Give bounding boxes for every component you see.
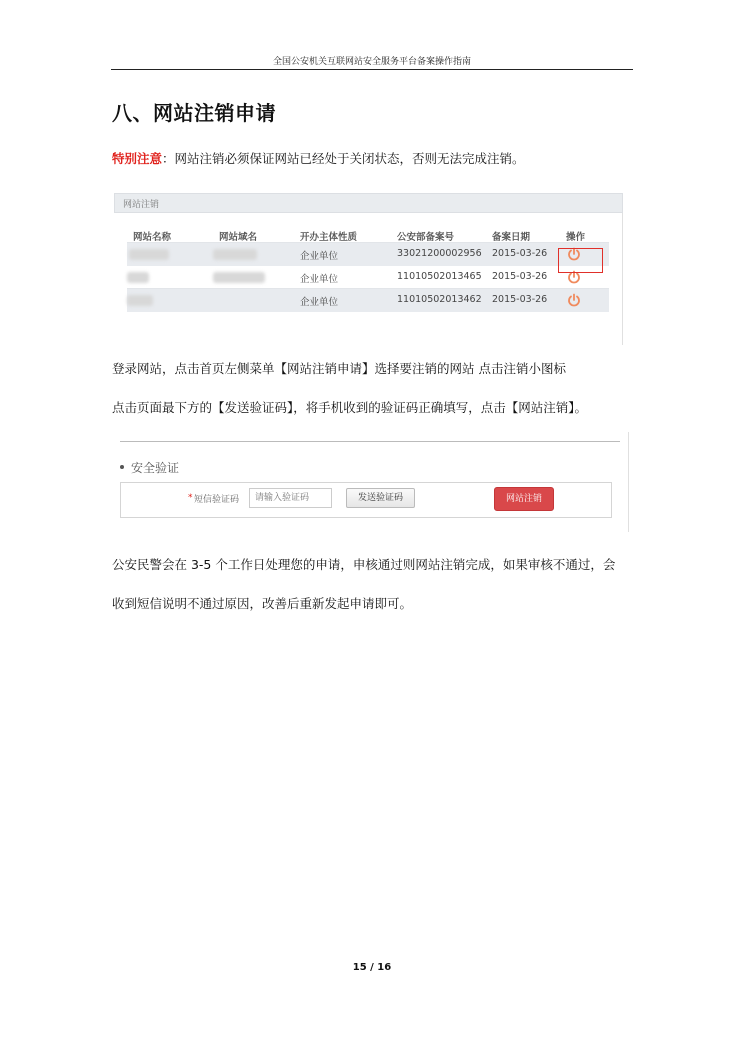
date-cell: 2015-03-26 <box>492 294 548 305</box>
notice-label: 特别注意 <box>112 151 163 166</box>
verification-screenshot <box>112 432 630 532</box>
body-paragraph: 收到短信说明不通过原因，改善后重新发起申请即可。 <box>112 596 413 611</box>
page-number: 15 / 16 <box>352 962 392 973</box>
nature-cell: 企业单位 <box>300 297 339 308</box>
column-header: 开办主体性质 <box>300 232 358 243</box>
table-row <box>127 243 609 266</box>
date-cell: 2015-03-26 <box>492 271 548 282</box>
verification-form <box>120 482 612 518</box>
blurred-site-name <box>129 249 169 260</box>
column-header: 备案日期 <box>492 232 531 243</box>
section-title: 八、网站注销申请 <box>112 101 276 125</box>
blurred-site-name <box>127 272 149 283</box>
panel-title: 网站注销 <box>123 200 160 210</box>
send-code-button[interactable]: 发送验证码 <box>346 488 415 508</box>
table-row <box>127 289 609 312</box>
security-section-label: 安全验证 <box>131 461 180 475</box>
column-header: 公安部备案号 <box>397 232 455 243</box>
body-paragraph: 公安民警会在 3-5 个工作日处理您的申请，申核通过则网站注销完成，如果审核不通过，会 <box>112 557 616 572</box>
blurred-domain <box>213 249 257 260</box>
site-table <box>127 229 609 312</box>
column-header: 网站名称 <box>133 232 172 243</box>
sms-code-label: 短信验证码 <box>194 495 240 505</box>
header-divider <box>111 69 633 70</box>
record-no-cell: 33021200002956 <box>397 248 482 259</box>
nature-cell: 企业单位 <box>300 274 339 285</box>
table-header-row <box>127 229 609 243</box>
bullet-dot-icon <box>120 465 124 469</box>
notice-paragraph <box>112 149 525 167</box>
divider <box>120 441 620 442</box>
document-header-title: 全国公安机关互联网站安全服务平台备案操作指南 <box>272 57 471 67</box>
divider <box>628 432 629 532</box>
nature-cell: 企业单位 <box>300 251 339 262</box>
panel-title-bar <box>114 193 623 213</box>
blurred-site-name <box>127 295 153 306</box>
date-cell: 2015-03-26 <box>492 248 548 259</box>
cancel-list-screenshot <box>114 193 623 345</box>
column-header: 操作 <box>566 232 586 243</box>
required-mark: * <box>188 493 193 503</box>
record-no-cell: 11010502013465 <box>397 271 482 282</box>
column-header: 网站域名 <box>219 232 258 243</box>
table-row <box>127 266 609 289</box>
power-icon[interactable] <box>567 293 581 307</box>
notice-text: ：网站注销必须保证网站已经处于关闭状态，否则无法完成注销。 <box>162 151 525 166</box>
instruction-paragraph: 点击页面最下方的【发送验证码】，将手机收到的验证码正确填写，点击【网站注销】。 <box>112 400 588 415</box>
sms-code-input[interactable] <box>249 488 332 508</box>
blurred-domain <box>213 272 265 283</box>
instruction-paragraph: 登录网站，点击首页左侧菜单【网站注销申请】选择要注销的网站 点击注销小图标 <box>112 361 566 376</box>
record-no-cell: 11010502013462 <box>397 294 482 305</box>
cancel-website-button[interactable]: 网站注销 <box>494 487 554 511</box>
action-highlight-box <box>558 248 603 273</box>
